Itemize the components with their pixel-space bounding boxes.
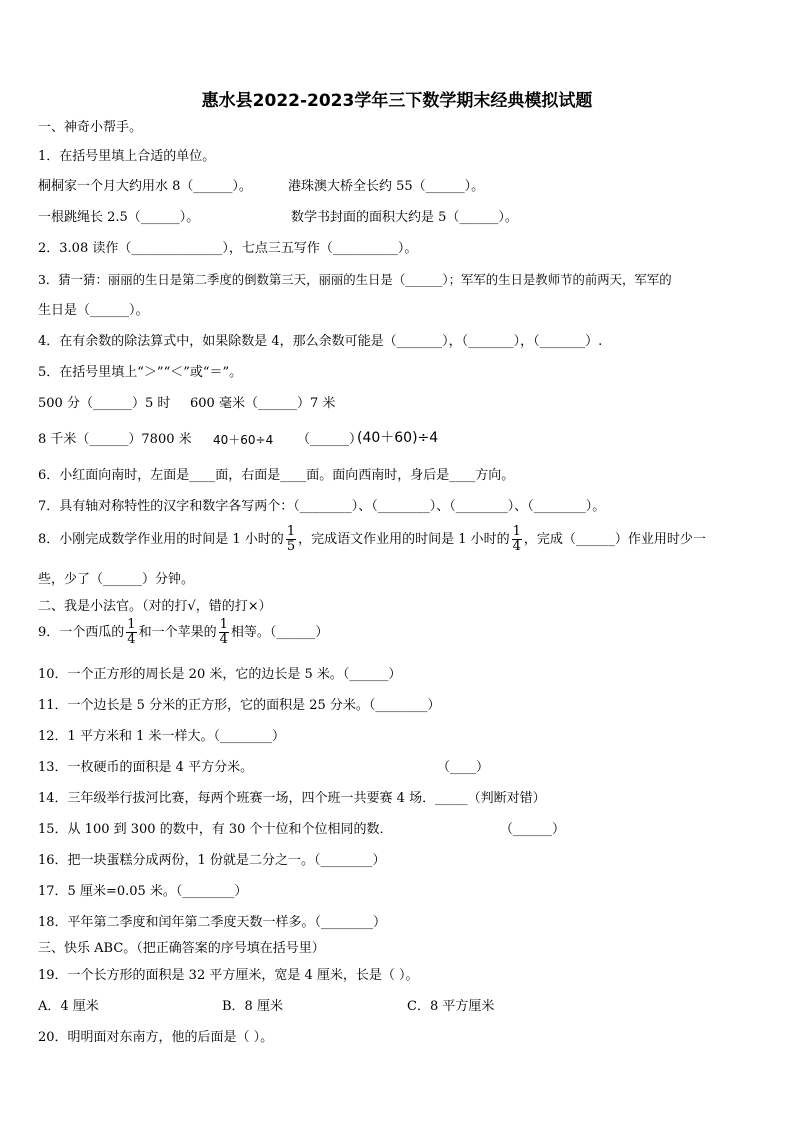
question-5: 5．在括号里填上“＞”“＜”或“＝”。 — [38, 365, 243, 380]
question-16: 16．把一块蛋糕分成两份，1 份就是二分之一。（________） — [38, 853, 386, 868]
question-15-blank: （______） — [500, 822, 566, 837]
question-19-option-c: C．8 平方厘米 — [407, 999, 495, 1014]
question-19: 19．一个长方形的面积是 32 平方厘米，宽是 4 厘米，长是（ ）。 — [38, 968, 419, 983]
question-19-option-b: B．8 厘米 — [222, 999, 283, 1014]
section-3-heading: 三、快乐 ABC。（把正确答案的序号填在括号里） — [38, 941, 325, 956]
question-14: 14．三年级举行拔河比赛，每两个班赛一场，四个班一共要赛 4 场．_____（判断对错） — [38, 791, 546, 806]
question-13: 13．一枚硬币的面积是 4 平方分米。 — [38, 760, 254, 775]
fraction-one-quarter: $\frac{1}{4}$ — [512, 524, 521, 554]
question-5c: 8 千米（______）7800 米 — [38, 432, 192, 447]
section-1-heading: 一、神奇小帮手。 — [38, 120, 143, 135]
fraction-one-fifth: $\frac{1}{5}$ — [286, 524, 296, 554]
question-7: 7．具有轴对称特性的汉字和数字各写两个：（________）、（________）、（________）、（________）。 — [38, 499, 606, 514]
question-5a: 500 分（______）5 时 — [38, 396, 171, 411]
question-8-line2: 些，少了（______）分钟。 — [38, 572, 195, 587]
question-20: 20．明明面对东南方，他的后面是（ ）。 — [38, 1030, 274, 1045]
question-10: 10．一个正方形的周长是 20 米，它的边长是 5 米。（______） — [38, 667, 402, 682]
question-5d-expression-2: (40＋60)÷4 — [357, 430, 439, 446]
question-12: 12．1 平方米和 1 米一样大。（________） — [38, 729, 285, 744]
question-9-prefix: 9．一个西瓜的 — [38, 625, 125, 640]
page-title: 惠水县2022-2023学年三下数学期末经典模拟试题 — [201, 91, 593, 111]
question-5b: 600 毫米（______）7 米 — [190, 396, 336, 411]
question-6: 6．小红面向南时，左面是____面，右面是____面。面向西南时，身后是____方向。 — [38, 468, 515, 483]
question-8-middle: ，完成语文作业用的时间是 1 小时的 — [298, 532, 510, 547]
question-17: 17．5 厘米=0.05 米。（________） — [38, 884, 248, 899]
question-19-option-a: A．4 厘米 — [38, 999, 99, 1014]
question-8-line1 — [38, 525, 706, 554]
question-5d-blank: （______） — [297, 432, 363, 447]
question-9-suffix: 相等。（______） — [230, 625, 329, 640]
question-13-blank: （____） — [437, 760, 490, 775]
section-2-heading: 二、我是小法官。（对的打√，错的打×） — [38, 599, 272, 614]
question-8-prefix: 8．小刚完成数学作业用的时间是 1 小时的 — [38, 532, 284, 547]
question-8-suffix: ，完成（______）作业用时少一 — [523, 532, 706, 547]
question-1: 1．在括号里填上合适的单位。 — [38, 149, 216, 164]
question-9-middle: 和一个苹果的 — [138, 625, 217, 640]
question-11: 11．一个边长是 5 分米的正方形，它的面积是 25 分米。（________） — [38, 698, 441, 713]
question-1b: 港珠澳大桥全长约 55（______）。 — [288, 179, 485, 194]
question-5d-expression: 40＋60÷4 — [213, 433, 274, 447]
fraction-one-quarter: $\frac{1}{4}$ — [219, 617, 228, 647]
question-1a: 桐桐家一个月大约用水 8（______）。 — [38, 179, 252, 194]
question-18: 18．平年第二季度和闰年第二季度天数一样多。（________） — [38, 915, 387, 930]
fraction-one-quarter: $\frac{1}{4}$ — [127, 617, 136, 647]
question-9 — [38, 618, 328, 647]
question-4: 4．在有余数的除法算式中，如果除数是 4，那么余数可能是（_______），（_______），（_______）. — [38, 334, 603, 349]
question-1c: 一根跳绳长 2.5（______）。 — [38, 210, 200, 225]
question-3-line1: 3．猜一猜：丽丽的生日是第二季度的倒数第三天，丽丽的生日是（______）；军军的生日是教师节的前两天，军军的 — [38, 272, 672, 287]
question-1d: 数学书封面的面积大约是 5（______）。 — [291, 210, 518, 225]
question-2: 2．3.08 读作（______________），七点三五写作（__________）。 — [38, 241, 418, 256]
question-3-line2: 生日是（______）。 — [38, 303, 149, 318]
question-15: 15．从 100 到 300 的数中，有 30 个十位和个位相同的数． — [38, 822, 393, 837]
